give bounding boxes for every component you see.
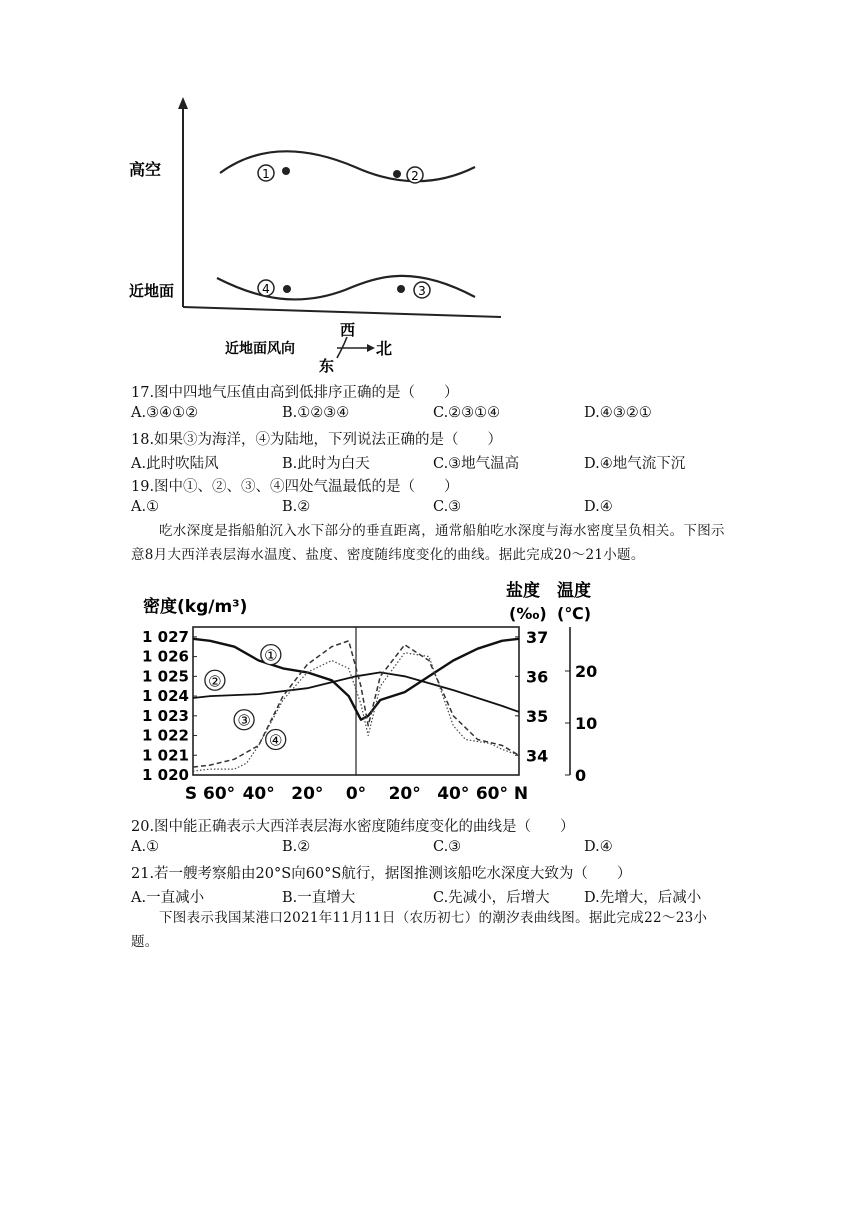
figure1-horizontal-axis <box>183 307 501 317</box>
figure1-axis-arrow <box>178 97 188 109</box>
salinity-tick-label: 35 <box>526 706 549 726</box>
q20-option-b[interactable]: B.② <box>282 839 311 855</box>
direction-east: 东 <box>319 357 335 375</box>
wind-direction-label: 近地面风向 <box>225 341 295 357</box>
q21-option-a[interactable]: A.一直减小 <box>131 890 205 906</box>
curve-label: ② <box>208 672 222 691</box>
q19-option-c[interactable]: C.③ <box>433 499 462 515</box>
salinity-axis-label: 盐度 <box>506 581 540 601</box>
latitude-tick-label: 20° <box>291 784 324 804</box>
q19-option-d[interactable]: D.④ <box>584 499 613 515</box>
density-tick-label: 1 021 <box>142 746 189 765</box>
q21-option-b[interactable]: B.一直增大 <box>282 890 356 906</box>
curve-label: ① <box>264 646 278 665</box>
curve-label: ④ <box>268 731 283 750</box>
q21-option-c[interactable]: C.先减小，后增大 <box>433 890 550 906</box>
surface-isobar <box>217 276 475 300</box>
wind-arrowhead <box>367 344 375 352</box>
passage-tide-table <box>131 906 731 954</box>
temperature-axis-unit: (℃) <box>557 604 591 623</box>
salinity-tick-label: 36 <box>526 667 549 687</box>
question-18: 18.如果③为海洋，④为陆地，下列说法正确的是（ ） <box>131 432 503 448</box>
passage-tide-table-text: 下图表示我国某港口2021年11月11日（农历初七）的潮汐表曲线图。据此完成22～23小题。 <box>131 910 708 950</box>
temperature-axis-label: 温度 <box>557 581 591 601</box>
q17-option-c[interactable]: C.②③①④ <box>433 405 501 421</box>
q18-option-a[interactable]: A.此时吹陆风 <box>131 456 219 472</box>
direction-north: 北 <box>376 339 393 358</box>
point-4 <box>258 280 291 296</box>
passage-draft-depth <box>131 519 731 567</box>
temperature-tick-label: 10 <box>575 714 598 733</box>
density-axis-label: 密度(kg/m³) <box>143 597 248 617</box>
salinity-axis-unit: (‰) <box>509 604 547 623</box>
q20-option-a[interactable]: A.① <box>131 839 160 855</box>
atlantic-surface-chart <box>125 575 598 810</box>
q18-option-d[interactable]: D.④地气流下沉 <box>584 456 686 472</box>
q17-option-b[interactable]: B.①②③④ <box>282 405 350 421</box>
latitude-tick-label: S 60° <box>184 784 236 804</box>
density-tick-label: 1 026 <box>142 647 189 666</box>
label-near-surface: 近地面 <box>129 282 175 300</box>
latitude-tick-label: 20° <box>388 784 421 804</box>
latitude-tick-label: 60° N <box>475 784 529 804</box>
question-17: 17.图中四地气压值由高到低排序正确的是（ ） <box>131 385 459 401</box>
curve-label: ③ <box>237 711 251 730</box>
point-1 <box>258 165 290 181</box>
question-19: 19.图中①、②、③、④四处气温最低的是（ ） <box>131 479 459 495</box>
density-tick-label: 1 023 <box>142 706 189 725</box>
question-21: 21.若一艘考察船由20°S向60°S航行，据图推测该船吃水深度大致为（ ） <box>131 866 632 882</box>
point-3 <box>397 282 430 298</box>
q19-option-b[interactable]: B.② <box>282 499 311 515</box>
latitude-tick-label: 40° <box>437 784 470 804</box>
density-tick-label: 1 020 <box>142 766 189 784</box>
temperature-tick-label: 20 <box>575 662 598 681</box>
question-20: 20.图中能正确表示大西洋表层海水密度随纬度变化的曲线是（ ） <box>131 819 575 835</box>
svg-text:3: 3 <box>418 284 426 298</box>
label-high-altitude: 高空 <box>129 160 162 179</box>
temperature-tick-label: 0 <box>575 766 587 785</box>
q21-option-d[interactable]: D.先增大，后减小 <box>584 890 702 906</box>
density-tick-label: 1 025 <box>142 667 189 686</box>
passage-draft-depth-text: 吃水深度是指船舶沉入水下部分的垂直距离，通常船舶吃水深度与海水密度呈负相关。下图示意8月大西洋表层海水温度、盐度、密度随纬度变化的曲线。据此完成20～21小题。 <box>131 523 725 563</box>
direction-west: 西 <box>340 321 356 339</box>
density-tick-label: 1 022 <box>142 726 189 745</box>
q19-option-a[interactable]: A.① <box>131 499 160 515</box>
latitude-tick-label: 40° <box>242 784 275 804</box>
density-tick-label: 1 024 <box>142 687 189 706</box>
latitude-tick-label: 0° <box>345 784 367 804</box>
salinity-tick-label: 37 <box>526 627 549 647</box>
q18-option-c[interactable]: C.③地气温高 <box>433 456 520 472</box>
q17-option-a[interactable]: A.③④①② <box>131 405 199 421</box>
svg-text:4: 4 <box>262 282 270 296</box>
q20-option-d[interactable]: D.④ <box>584 839 613 855</box>
svg-text:1: 1 <box>262 167 270 181</box>
salinity-tick-label: 34 <box>526 746 549 766</box>
thermal-circulation-figure <box>125 95 515 375</box>
q20-option-c[interactable]: C.③ <box>433 839 462 855</box>
q17-option-d[interactable]: D.④③②① <box>584 405 652 421</box>
density-tick-label: 1 027 <box>142 627 189 646</box>
svg-text:2: 2 <box>411 169 419 183</box>
q18-option-b[interactable]: B.此时为白天 <box>282 456 370 472</box>
